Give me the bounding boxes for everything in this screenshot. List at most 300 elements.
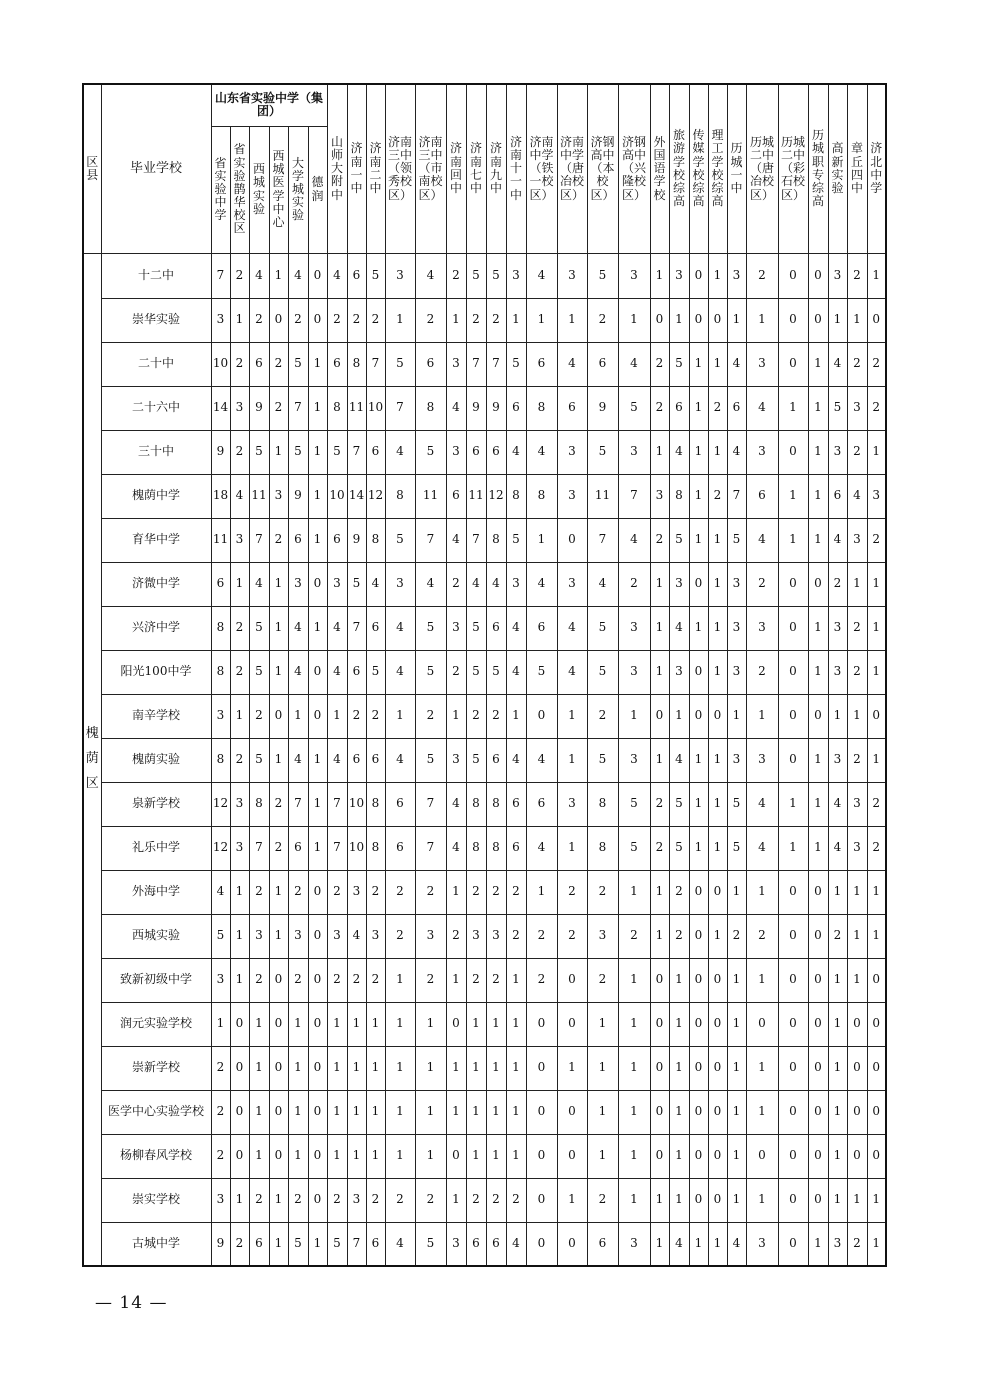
quota-cell: 1 — [669, 1134, 689, 1178]
quota-cell: 1 — [778, 474, 808, 518]
column-header-text: 山师大附中 — [330, 134, 343, 202]
quota-cell: 2 — [587, 870, 618, 914]
quota-cell: 0 — [708, 1134, 727, 1178]
quota-cell: 4 — [828, 518, 847, 562]
quota-cell: 3 — [366, 914, 385, 958]
quota-cell: 0 — [708, 958, 727, 1002]
quota-cell: 4 — [506, 738, 526, 782]
quota-cell: 2 — [446, 253, 466, 298]
quota-cell: 3 — [618, 738, 650, 782]
quota-cell: 3 — [506, 562, 526, 606]
quota-cell: 6 — [211, 562, 230, 606]
quota-cell: 0 — [778, 1134, 808, 1178]
school-name: 西城实验 — [101, 914, 211, 958]
quota-cell: 1 — [689, 606, 708, 650]
quota-cell: 0 — [526, 1178, 557, 1222]
quota-cell: 0 — [230, 1134, 249, 1178]
quota-cell: 1 — [746, 1090, 778, 1134]
quota-cell: 2 — [867, 386, 886, 430]
quota-cell: 4 — [727, 1222, 746, 1266]
quota-cell: 5 — [415, 1222, 446, 1266]
quota-cell: 1 — [828, 958, 847, 1002]
quota-cell: 8 — [366, 782, 385, 826]
quota-cell: 14 — [347, 474, 366, 518]
quota-cell: 1 — [689, 738, 708, 782]
column-header-text: 历城一中 — [730, 141, 743, 195]
quota-cell: 6 — [587, 342, 618, 386]
quota-cell: 0 — [269, 1090, 288, 1134]
quota-cell: 4 — [506, 650, 526, 694]
quota-cell: 2 — [415, 1178, 446, 1222]
quota-cell: 2 — [867, 826, 886, 870]
column-header-text: 理工学校综高 — [711, 128, 724, 209]
quota-cell: 1 — [366, 1002, 385, 1046]
quota-cell: 5 — [727, 518, 746, 562]
quota-cell: 2 — [557, 870, 587, 914]
quota-cell: 7 — [211, 253, 230, 298]
table-row — [83, 253, 886, 298]
quota-cell: 1 — [808, 1222, 828, 1266]
quota-cell: 1 — [689, 1222, 708, 1266]
quota-cell: 0 — [746, 1002, 778, 1046]
quota-cell: 3 — [327, 562, 347, 606]
quota-cell: 2 — [587, 298, 618, 342]
quota-cell: 6 — [249, 1222, 269, 1266]
quota-cell: 0 — [446, 1002, 466, 1046]
quota-cell: 1 — [618, 298, 650, 342]
quota-cell: 3 — [385, 253, 415, 298]
quota-cell: 0 — [526, 1002, 557, 1046]
quota-cell: 8 — [466, 826, 486, 870]
quota-cell: 4 — [557, 606, 587, 650]
quota-cell: 4 — [466, 562, 486, 606]
quota-cell: 9 — [211, 430, 230, 474]
table-row — [83, 606, 886, 650]
quota-cell: 0 — [808, 694, 828, 738]
quota-cell: 6 — [415, 342, 446, 386]
quota-cell: 1 — [828, 1134, 847, 1178]
quota-cell: 0 — [308, 958, 327, 1002]
quota-cell: 0 — [557, 1002, 587, 1046]
quota-cell: 2 — [587, 958, 618, 1002]
quota-cell: 1 — [650, 562, 669, 606]
quota-cell: 0 — [308, 650, 327, 694]
quota-cell: 0 — [689, 694, 708, 738]
quota-cell: 1 — [506, 1134, 526, 1178]
quota-cell: 1 — [506, 958, 526, 1002]
quota-cell: 0 — [269, 958, 288, 1002]
quota-cell: 0 — [778, 562, 808, 606]
quota-cell: 2 — [828, 914, 847, 958]
school-name: 杨柳春风学校 — [101, 1134, 211, 1178]
quota-cell: 1 — [867, 1222, 886, 1266]
quota-cell: 4 — [385, 650, 415, 694]
quota-cell: 5 — [366, 650, 385, 694]
quota-cell: 2 — [230, 253, 249, 298]
quota-cell: 1 — [708, 782, 727, 826]
quota-cell: 8 — [486, 782, 506, 826]
quota-cell: 1 — [867, 253, 886, 298]
table-row — [83, 694, 886, 738]
quota-cell: 6 — [526, 342, 557, 386]
quota-cell: 0 — [778, 1178, 808, 1222]
quota-cell: 8 — [526, 386, 557, 430]
column-header-text: 旅游学校综高 — [672, 128, 685, 209]
quota-cell: 2 — [466, 298, 486, 342]
quota-cell: 2 — [587, 1178, 618, 1222]
quota-cell: 1 — [669, 694, 689, 738]
quota-cell: 6 — [347, 738, 366, 782]
quota-cell: 1 — [746, 1046, 778, 1090]
quota-cell: 4 — [288, 650, 308, 694]
column-header — [557, 84, 587, 253]
quota-cell: 1 — [308, 782, 327, 826]
quota-cell: 1 — [746, 870, 778, 914]
quota-cell: 1 — [808, 650, 828, 694]
quota-cell: 1 — [708, 1222, 727, 1266]
quota-cell: 0 — [557, 518, 587, 562]
column-header-text: 济南回中 — [449, 141, 462, 195]
quota-cell: 4 — [230, 474, 249, 518]
quota-cell: 1 — [708, 606, 727, 650]
quota-cell: 0 — [269, 298, 288, 342]
quota-cell: 1 — [308, 1222, 327, 1266]
quota-cell: 3 — [347, 1178, 366, 1222]
quota-cell: 11 — [211, 518, 230, 562]
quota-cell: 1 — [650, 1178, 669, 1222]
quota-cell: 3 — [669, 253, 689, 298]
quota-cell: 4 — [746, 826, 778, 870]
column-header — [689, 84, 708, 253]
quota-cell: 1 — [618, 958, 650, 1002]
column-header — [526, 84, 557, 253]
quota-cell: 4 — [385, 1222, 415, 1266]
quota-cell: 7 — [288, 386, 308, 430]
quota-cell: 1 — [847, 694, 867, 738]
quota-cell: 2 — [727, 914, 746, 958]
quota-cell: 1 — [669, 298, 689, 342]
school-name: 古城中学 — [101, 1222, 211, 1266]
quota-cell: 0 — [526, 1222, 557, 1266]
quota-cell: 6 — [557, 386, 587, 430]
quota-cell: 1 — [689, 386, 708, 430]
quota-cell: 1 — [308, 606, 327, 650]
quota-cell: 1 — [867, 562, 886, 606]
quota-cell: 2 — [288, 1178, 308, 1222]
quota-cell: 6 — [727, 386, 746, 430]
quota-cell: 1 — [288, 1090, 308, 1134]
quota-cell: 1 — [867, 738, 886, 782]
quota-cell: 0 — [847, 1134, 867, 1178]
quota-cell: 1 — [347, 1046, 366, 1090]
quota-cell: 1 — [828, 1090, 847, 1134]
quota-cell: 1 — [847, 958, 867, 1002]
quota-cell: 0 — [708, 870, 727, 914]
quota-cell: 0 — [847, 1090, 867, 1134]
quota-cell: 3 — [847, 518, 867, 562]
quota-cell: 1 — [230, 958, 249, 1002]
quota-cell: 1 — [746, 958, 778, 1002]
quota-cell: 4 — [327, 253, 347, 298]
quota-cell: 1 — [327, 1090, 347, 1134]
quota-cell: 7 — [486, 342, 506, 386]
quota-cell: 1 — [308, 738, 327, 782]
school-name: 外海中学 — [101, 870, 211, 914]
quota-cell: 6 — [366, 738, 385, 782]
quota-cell: 1 — [689, 826, 708, 870]
quota-cell: 4 — [327, 650, 347, 694]
quota-cell: 2 — [486, 870, 506, 914]
quota-cell: 0 — [526, 694, 557, 738]
table-row — [83, 342, 886, 386]
quota-cell: 4 — [727, 430, 746, 474]
quota-cell: 3 — [415, 914, 446, 958]
quota-cell: 3 — [347, 870, 366, 914]
quota-cell: 0 — [867, 958, 886, 1002]
quota-cell: 2 — [327, 958, 347, 1002]
quota-cell: 2 — [708, 386, 727, 430]
quota-cell: 1 — [650, 738, 669, 782]
quota-cell: 1 — [347, 1134, 366, 1178]
quota-cell: 2 — [415, 298, 446, 342]
quota-cell: 3 — [557, 430, 587, 474]
quota-cell: 0 — [650, 298, 669, 342]
school-name: 医学中心实验学校 — [101, 1090, 211, 1134]
quota-cell: 4 — [526, 430, 557, 474]
quota-cell: 2 — [415, 958, 446, 1002]
quota-cell: 1 — [269, 606, 288, 650]
quota-cell: 1 — [689, 782, 708, 826]
quota-cell: 6 — [669, 386, 689, 430]
quota-cell: 1 — [727, 298, 746, 342]
quota-cell: 3 — [385, 562, 415, 606]
column-header-text: 济南二中 — [369, 141, 382, 195]
quota-cell: 3 — [828, 430, 847, 474]
column-header-text: 高新实验 — [831, 141, 844, 195]
quota-cell: 3 — [618, 606, 650, 650]
quota-cell: 2 — [506, 870, 526, 914]
quota-cell: 4 — [746, 386, 778, 430]
quota-cell: 1 — [506, 694, 526, 738]
quota-cell: 3 — [557, 782, 587, 826]
quota-cell: 2 — [466, 958, 486, 1002]
quota-cell: 2 — [327, 870, 347, 914]
quota-cell: 4 — [486, 562, 506, 606]
quota-cell: 8 — [211, 606, 230, 650]
quota-cell: 0 — [778, 870, 808, 914]
quota-cell: 1 — [366, 1134, 385, 1178]
quota-cell: 4 — [618, 518, 650, 562]
quota-cell: 0 — [867, 1134, 886, 1178]
quota-cell: 1 — [727, 870, 746, 914]
quota-cell: 1 — [650, 253, 669, 298]
quota-cell: 1 — [708, 914, 727, 958]
quota-cell: 1 — [327, 694, 347, 738]
quota-cell: 1 — [708, 342, 727, 386]
school-name: 阳光100中学 — [101, 650, 211, 694]
quota-cell: 3 — [587, 914, 618, 958]
quota-cell: 3 — [727, 606, 746, 650]
quota-cell: 7 — [587, 518, 618, 562]
quota-cell: 2 — [618, 914, 650, 958]
quota-cell: 1 — [669, 1046, 689, 1090]
quota-cell: 1 — [669, 1002, 689, 1046]
quota-cell: 1 — [526, 298, 557, 342]
quota-cell: 1 — [689, 474, 708, 518]
quota-cell: 7 — [347, 606, 366, 650]
quota-cell: 0 — [689, 1134, 708, 1178]
school-name: 崇华实验 — [101, 298, 211, 342]
quota-cell: 7 — [466, 518, 486, 562]
quota-cell: 1 — [327, 1134, 347, 1178]
quota-cell: 1 — [249, 1002, 269, 1046]
quota-cell: 3 — [847, 782, 867, 826]
table-row — [83, 1002, 886, 1046]
quota-cell: 0 — [708, 694, 727, 738]
quota-cell: 1 — [385, 694, 415, 738]
quota-cell: 0 — [867, 1046, 886, 1090]
quota-cell: 2 — [486, 694, 506, 738]
quota-cell: 8 — [415, 386, 446, 430]
quota-cell: 1 — [708, 738, 727, 782]
column-header — [466, 84, 486, 253]
quota-cell: 5 — [618, 782, 650, 826]
quota-cell: 2 — [288, 298, 308, 342]
quota-cell: 0 — [778, 958, 808, 1002]
column-header — [847, 84, 867, 253]
quota-cell: 6 — [366, 606, 385, 650]
quota-cell: 2 — [211, 1090, 230, 1134]
quota-cell: 1 — [689, 518, 708, 562]
quota-cell: 1 — [269, 562, 288, 606]
quota-cell: 1 — [506, 298, 526, 342]
quota-cell: 3 — [446, 1222, 466, 1266]
quota-cell: 11 — [415, 474, 446, 518]
quota-cell: 2 — [506, 914, 526, 958]
quota-cell: 0 — [269, 1046, 288, 1090]
quota-cell: 0 — [708, 1002, 727, 1046]
quota-cell: 8 — [211, 738, 230, 782]
quota-cell: 6 — [466, 430, 486, 474]
quota-cell: 1 — [506, 1002, 526, 1046]
quota-cell: 7 — [415, 518, 446, 562]
quota-cell: 2 — [486, 298, 506, 342]
quota-cell: 4 — [385, 430, 415, 474]
quota-cell: 1 — [650, 1222, 669, 1266]
quota-cell: 1 — [486, 1134, 506, 1178]
quota-cell: 1 — [778, 826, 808, 870]
quota-cell: 11 — [249, 474, 269, 518]
quota-cell: 0 — [778, 1090, 808, 1134]
quota-cell: 2 — [211, 1046, 230, 1090]
district-cell — [83, 253, 101, 1266]
quota-cell: 3 — [618, 253, 650, 298]
quota-cell: 0 — [778, 298, 808, 342]
quota-cell: 9 — [347, 518, 366, 562]
quota-cell: 2 — [618, 562, 650, 606]
column-header-text: 济南一中 — [350, 141, 363, 195]
quota-cell: 6 — [249, 342, 269, 386]
district-header-text: 区县 — [86, 154, 99, 182]
quota-cell: 0 — [778, 1002, 808, 1046]
column-header — [415, 84, 446, 253]
quota-cell: 1 — [708, 562, 727, 606]
quota-cell: 1 — [466, 1134, 486, 1178]
quota-cell: 1 — [587, 1090, 618, 1134]
quota-cell: 0 — [650, 958, 669, 1002]
column-header — [347, 84, 366, 253]
quota-cell: 1 — [746, 1178, 778, 1222]
quota-cell: 5 — [288, 430, 308, 474]
quota-cell: 0 — [689, 1090, 708, 1134]
quota-cell: 1 — [669, 1178, 689, 1222]
school-name: 济微中学 — [101, 562, 211, 606]
quota-cell: 4 — [288, 606, 308, 650]
quota-cell: 1 — [230, 562, 249, 606]
quota-cell: 3 — [746, 430, 778, 474]
table-row — [83, 958, 886, 1002]
quota-cell: 0 — [308, 694, 327, 738]
quota-cell: 5 — [466, 650, 486, 694]
quota-cell: 8 — [526, 474, 557, 518]
quota-cell: 1 — [847, 298, 867, 342]
table-row — [83, 430, 886, 474]
quota-cell: 1 — [308, 386, 327, 430]
quota-cell: 9 — [587, 386, 618, 430]
quota-cell: 1 — [446, 870, 466, 914]
page-number: — 14 — — [95, 1293, 168, 1313]
school-name: 崇实学校 — [101, 1178, 211, 1222]
quota-cell: 0 — [308, 914, 327, 958]
quota-cell: 5 — [288, 342, 308, 386]
quota-cell: 5 — [466, 738, 486, 782]
column-header — [618, 84, 650, 253]
quota-cell: 1 — [446, 958, 466, 1002]
quota-cell: 1 — [249, 1090, 269, 1134]
quota-cell: 1 — [269, 253, 288, 298]
quota-cell: 2 — [847, 342, 867, 386]
quota-cell: 2 — [269, 342, 288, 386]
quota-cell: 5 — [347, 562, 366, 606]
quota-cell: 3 — [727, 650, 746, 694]
quota-cell: 2 — [385, 870, 415, 914]
quota-cell: 2 — [847, 430, 867, 474]
quota-cell: 3 — [211, 1178, 230, 1222]
quota-cell: 8 — [366, 518, 385, 562]
quota-cell: 2 — [269, 826, 288, 870]
quota-cell: 1 — [708, 518, 727, 562]
quota-cell: 2 — [249, 1178, 269, 1222]
quota-cell: 5 — [211, 914, 230, 958]
quota-cell: 1 — [808, 342, 828, 386]
quota-cell: 3 — [746, 1222, 778, 1266]
quota-cell: 0 — [689, 650, 708, 694]
quota-cell: 0 — [778, 1046, 808, 1090]
column-header — [650, 84, 669, 253]
quota-cell: 3 — [446, 606, 466, 650]
quota-cell: 2 — [486, 958, 506, 1002]
table-row — [83, 386, 886, 430]
district-name: 槐荫区 — [85, 726, 99, 791]
quota-cell: 11 — [587, 474, 618, 518]
quota-cell: 0 — [867, 298, 886, 342]
quota-cell: 7 — [249, 518, 269, 562]
quota-cell: 7 — [249, 826, 269, 870]
quota-cell: 1 — [557, 694, 587, 738]
quota-cell: 8 — [327, 386, 347, 430]
quota-cell: 5 — [415, 606, 446, 650]
quota-cell: 5 — [466, 606, 486, 650]
